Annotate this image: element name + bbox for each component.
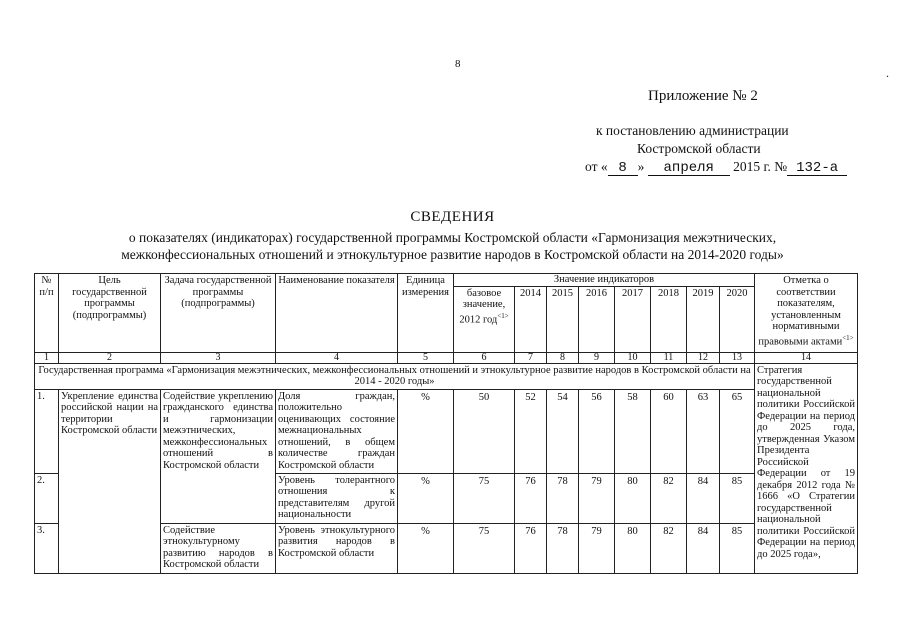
header-unit: Единица измерения — [398, 274, 454, 353]
decree-number: 132-а — [787, 162, 847, 176]
header-line-1: к постановлению администрации — [596, 123, 789, 138]
column-number: 4 — [276, 352, 398, 363]
header-compliance-text: Отметка о соответствии показателям, установленным нормативными правовыми актами — [758, 275, 843, 347]
column-number: 3 — [161, 352, 276, 363]
header-indicator: Наименование показателя — [276, 274, 398, 353]
unit: % — [398, 389, 454, 473]
date-mid: » — [637, 159, 645, 174]
stray-dot: . — [886, 66, 889, 80]
program-row: Государственная программа «Гармонизация межэтнических, межконфессиональных отношений и этнокультурное развитие народов в Костромской области на 2014 - 2020 годы» — [35, 363, 755, 389]
value-2015: 78 — [547, 523, 579, 573]
base-value: 75 — [454, 523, 515, 573]
value-2014: 76 — [515, 523, 547, 573]
value-2015: 78 — [547, 473, 579, 523]
goal-text: Укрепление единства российской нации на территории Костромской области — [59, 389, 161, 573]
unit: % — [398, 523, 454, 573]
header-compliance-note: <1> — [842, 333, 854, 342]
task-1-text: Содействие укреплению гражданского единства и гармонизации межэтнических, межконфессиональных отношений в Костромской области — [161, 389, 276, 523]
value-2019: 84 — [687, 473, 720, 523]
indicator-text: Уровень этнокультурного развития народов в Костромской области — [276, 523, 398, 573]
value-2020: 65 — [720, 389, 755, 473]
row-num: 3. — [35, 523, 59, 573]
task-2-text: Содействие этнокультурному развитию народов в Костромской области — [161, 523, 276, 573]
column-number: 11 — [651, 352, 687, 363]
date-prefix: от « — [585, 159, 608, 174]
value-2014: 52 — [515, 389, 547, 473]
column-number: 14 — [755, 352, 858, 363]
header-year: 2014 — [515, 286, 547, 352]
value-2018: 82 — [651, 523, 687, 573]
page-number: 8 — [455, 58, 461, 70]
column-numbers-row — [35, 352, 858, 363]
column-number: 1 — [35, 352, 59, 363]
document-subtitle-1: о показателях (индикаторах) государственной программы Костромской области «Гармонизация межэтнических, — [128, 230, 777, 245]
unit: % — [398, 473, 454, 523]
value-2019: 63 — [687, 389, 720, 473]
value-2017: 80 — [615, 523, 651, 573]
column-number: 12 — [687, 352, 720, 363]
value-2020: 85 — [720, 523, 755, 573]
document-subtitle-2: межконфессиональных отношений и этнокультурное развитие народов в Костромской области на 2014-2020 годы» — [121, 247, 784, 262]
column-number: 13 — [720, 352, 755, 363]
table-row — [35, 389, 858, 473]
value-2016: 79 — [579, 473, 615, 523]
compliance-text: Стратегия государственной национальной политики Российской Федерации на период до 2025 года, утвержденная Указом Президента Российской Федерации от 19 декабря 2012 года № 1666 «О Стратегии государственной национальной политики Российской Федерации на период до 2025 года», — [755, 363, 858, 573]
indicators-table — [34, 273, 858, 574]
column-number: 5 — [398, 352, 454, 363]
header-base — [454, 286, 515, 352]
column-number: 8 — [547, 352, 579, 363]
value-2017: 58 — [615, 389, 651, 473]
header-compliance — [755, 274, 858, 353]
header-year: 2018 — [651, 286, 687, 352]
date-year: 2015 г. № — [733, 159, 788, 174]
base-value: 75 — [454, 473, 515, 523]
value-2018: 82 — [651, 473, 687, 523]
column-number: 7 — [515, 352, 547, 363]
header-num: № п/п — [35, 274, 59, 353]
value-2018: 60 — [651, 389, 687, 473]
header-line-2: Костромской области — [637, 141, 761, 156]
column-number: 2 — [59, 352, 161, 363]
header-year: 2017 — [615, 286, 651, 352]
header-goal: Цель государственной программы (подпрограммы) — [59, 274, 161, 353]
header-values-group: Значение индикаторов — [454, 274, 755, 287]
header-base-note: <1> — [497, 311, 509, 320]
indicator-text: Уровень толерантного отношения к представителям другой национальности — [276, 473, 398, 523]
document-title: СВЕДЕНИЯ — [410, 209, 495, 225]
header-date-line — [585, 159, 847, 176]
value-2015: 54 — [547, 389, 579, 473]
value-2019: 84 — [687, 523, 720, 573]
appendix-label: Приложение № 2 — [648, 88, 758, 104]
date-month: апреля — [648, 162, 730, 176]
header-year: 2015 — [547, 286, 579, 352]
value-2020: 85 — [720, 473, 755, 523]
row-num: 2. — [35, 473, 59, 523]
header-base-text: базовое значение, 2012 год — [459, 287, 506, 325]
date-day: 8 — [608, 162, 638, 176]
row-num: 1. — [35, 389, 59, 473]
value-2016: 56 — [579, 389, 615, 473]
value-2014: 76 — [515, 473, 547, 523]
indicator-text: Доля граждан, положительно оценивающих состояние межнациональных отношений, в общем количестве граждан Костромской области — [276, 389, 398, 473]
column-number: 10 — [615, 352, 651, 363]
base-value: 50 — [454, 389, 515, 473]
header-task: Задача государственной программы (подпрограммы) — [161, 274, 276, 353]
header-year: 2016 — [579, 286, 615, 352]
value-2016: 79 — [579, 523, 615, 573]
column-number: 9 — [579, 352, 615, 363]
header-year: 2020 — [720, 286, 755, 352]
header-year: 2019 — [687, 286, 720, 352]
column-number: 6 — [454, 352, 515, 363]
value-2017: 80 — [615, 473, 651, 523]
